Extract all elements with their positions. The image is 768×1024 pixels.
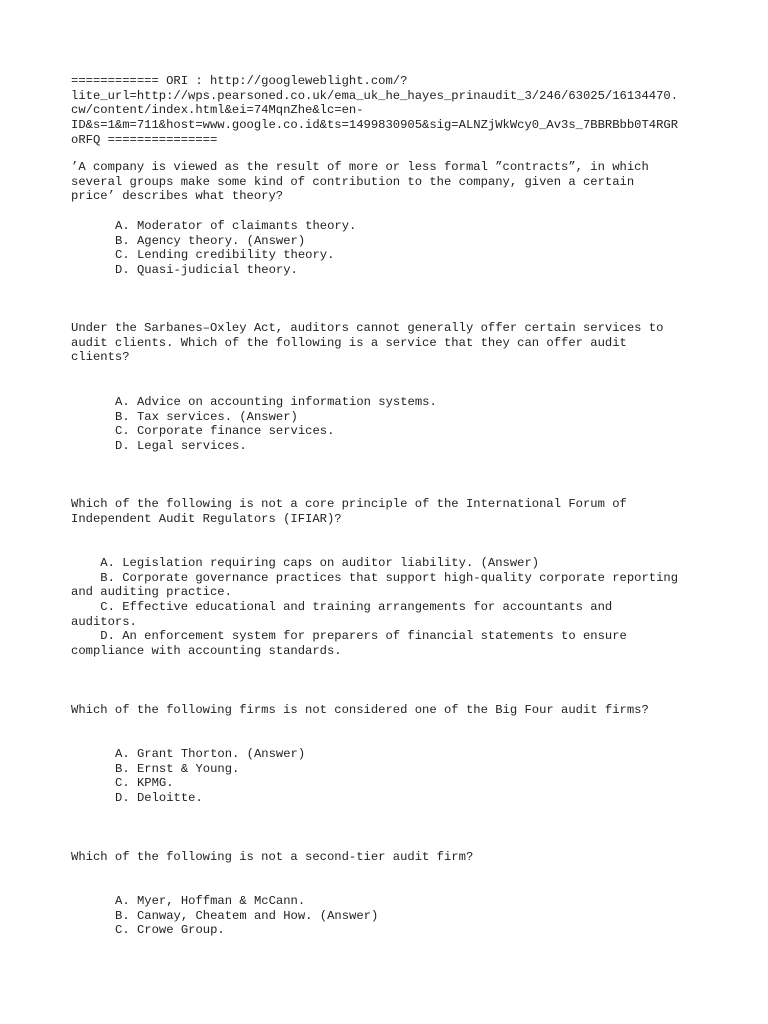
- answer-option-continued: and auditing practice.: [71, 585, 232, 600]
- answer-option: A. Legislation requiring caps on auditor liability. (Answer): [71, 556, 540, 570]
- question-text: Which of the following firms is not considered one of the Big Four audit firms?: [71, 703, 649, 717]
- question-4: [71, 703, 649, 718]
- question-text: Independent Audit Regulators (IFIAR)?: [71, 511, 342, 526]
- answer-option-continued: auditors.: [71, 614, 137, 629]
- source-line: ============ ORI : http://googleweblight.com/?: [71, 74, 408, 88]
- answer-option: A. Grant Thorton. (Answer): [115, 747, 306, 761]
- answer-option: C. Corporate finance services.: [115, 424, 335, 439]
- answer-option: D. An enforcement system for preparers of financial statements to ensure: [71, 629, 627, 644]
- answer-option: D. Quasi-judicial theory.: [115, 263, 298, 278]
- question-text: Under the Sarbanes–Oxley Act, auditors cannot generally offer certain services to: [71, 321, 664, 335]
- source-line: oRFQ ===============: [71, 132, 218, 147]
- answer-option: B. Agency theory. (Answer): [115, 233, 306, 248]
- source-line: ID&s=1&m=711&host=www.google.co.id&ts=1499830905&sig=ALNZjWkWcy0_Av3s_7BBRBbb0T4RGR: [71, 118, 679, 133]
- question-2-options: [71, 395, 437, 454]
- question-text: price’ describes what theory?: [71, 189, 284, 204]
- question-text: Which of the following is not a second-tier audit firm?: [71, 850, 474, 864]
- answer-option: B. Tax services. (Answer): [115, 409, 298, 424]
- source-line: cw/content/index.html&ei=74MqnZhe&lc=en-: [71, 103, 364, 118]
- answer-option: D. Deloitte.: [115, 791, 203, 806]
- answer-option: B. Corporate governance practices that support high-quality corporate reporting: [71, 570, 679, 585]
- source-line: lite_url=http://wps.pearsoned.co.uk/ema_uk_he_hayes_prinaudit_3/246/63025/16134470.: [71, 88, 679, 103]
- answer-option: D. Legal services.: [115, 439, 247, 454]
- question-5: [71, 850, 473, 865]
- source-url-block: [71, 74, 678, 147]
- question-text: clients?: [71, 350, 130, 365]
- question-3: [71, 497, 627, 526]
- answer-option: B. Canway, Cheatem and How. (Answer): [115, 908, 379, 923]
- question-text: several groups make some kind of contribution to the company, given a certain: [71, 174, 635, 189]
- question-4-options: [71, 747, 305, 806]
- answer-option: C. Effective educational and training arrangements for accountants and: [71, 600, 613, 615]
- question-5-options: [71, 894, 378, 938]
- answer-option: C. Lending credibility theory.: [115, 248, 335, 263]
- question-text: audit clients. Which of the following is a service that they can offer audit: [71, 335, 627, 350]
- question-1: [71, 160, 649, 204]
- answer-option: C. KPMG.: [115, 776, 174, 791]
- answer-option: A. Moderator of claimants theory.: [115, 219, 357, 233]
- answer-option: B. Ernst & Young.: [115, 761, 240, 776]
- answer-option-continued: compliance with accounting standards.: [71, 644, 342, 659]
- question-2: [71, 321, 663, 365]
- answer-option: A. Myer, Hoffman & McCann.: [115, 894, 306, 908]
- question-text: Which of the following is not a core principle of the International Forum of: [71, 497, 627, 511]
- answer-option: A. Advice on accounting information systems.: [115, 395, 437, 409]
- question-1-options: [71, 219, 356, 278]
- question-3-options: [71, 556, 678, 659]
- question-text: ’A company is viewed as the result of more or less formal ”contracts”, in which: [71, 160, 649, 174]
- answer-option: C. Crowe Group.: [115, 923, 225, 938]
